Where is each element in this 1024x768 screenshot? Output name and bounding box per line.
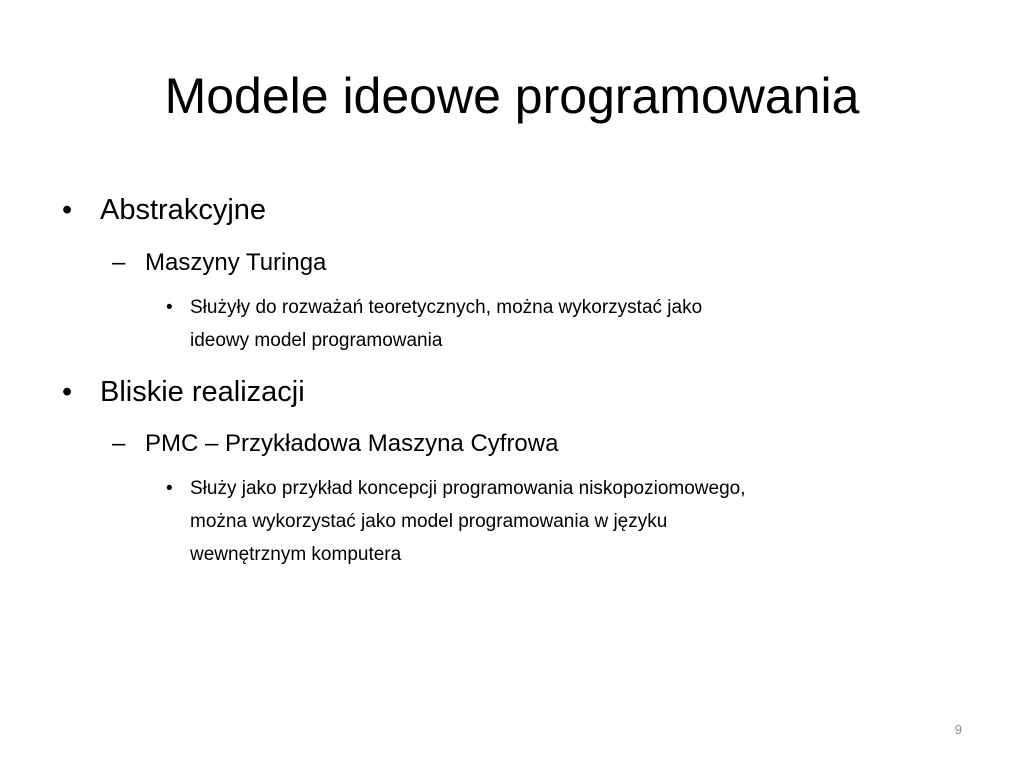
subbullet-label: PMC – Przykładowa Maszyna Cyfrowa <box>145 430 559 457</box>
bullet-marker: • <box>62 376 73 408</box>
page-number: 9 <box>954 722 962 737</box>
subbullet-label: Maszyny Turinga <box>145 249 327 276</box>
dash-marker: – <box>112 430 126 457</box>
detail-line: Służy jako przykład koncepcji programowania niskopoziomowego, <box>190 478 746 499</box>
dash-marker: – <box>112 249 126 276</box>
detail-text <box>190 291 702 357</box>
detail-line: ideowy model programowania <box>190 330 443 351</box>
bullet-label: Abstrakcyjne <box>100 194 267 226</box>
bullet-marker: • <box>166 478 173 499</box>
bullet-marker: • <box>62 194 73 226</box>
detail-line: Służyły do rozważań teoretycznych, można wykorzystać jako <box>190 297 703 318</box>
detail-line: wewnętrznym komputera <box>190 544 402 565</box>
detail-text <box>190 472 746 571</box>
bullet-marker: • <box>166 297 173 318</box>
detail-line: można wykorzystać jako model programowania w języku <box>190 511 668 532</box>
slide-title: Modele ideowe programowania <box>164 68 860 124</box>
bullet-label: Bliskie realizacji <box>100 376 305 408</box>
